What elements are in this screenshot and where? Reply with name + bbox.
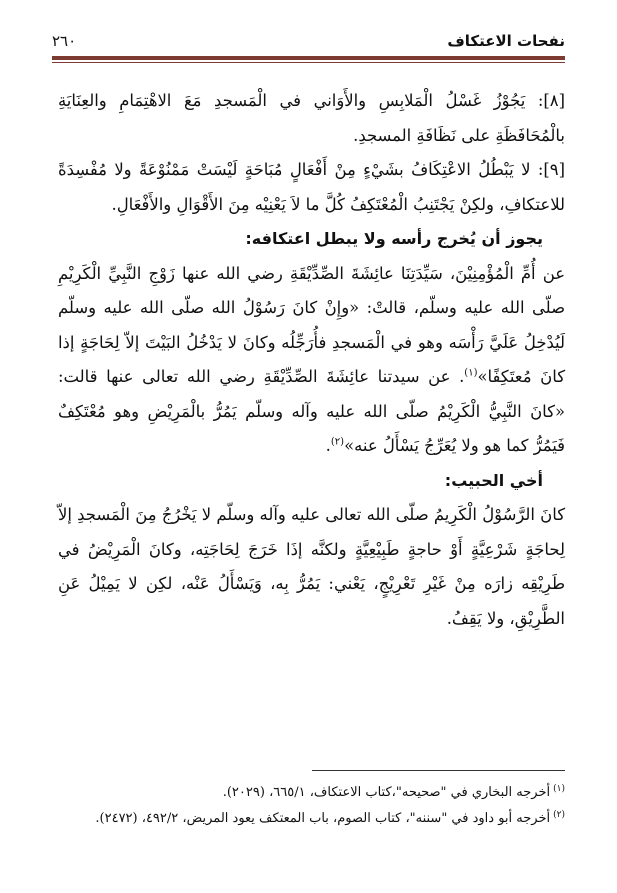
paragraph-rule-9: [٩]: لا يَبْطُلُ الاعْتِكَافُ بشَيْءٍ مِنْ أَفْعَالٍ مُبَاحَةٍ لَيْسَتْ مَمْنُوْعَةً ولا مُفْسِدَةً للاعتكافِ، ولكِنْ يَجْتَنِبُ الْمُعْتَكِفُ كُلَّ ما لاَ يَعْنِيْه مِنَ الأَقْوَالِ والأَفْعَالِ.: [58, 160, 565, 214]
footnote-1: [52, 780, 565, 806]
header-rule-thin: [52, 62, 565, 63]
header-rule: [52, 56, 565, 60]
running-title: نفحات الاعتكاف: [447, 32, 565, 50]
footnote-ref-2[interactable]: (٢): [330, 436, 345, 448]
section-heading: يجوز أن يُخرج رأسه ولا يبطل اعتكافه:: [245, 229, 543, 248]
body-text: [58, 84, 565, 636]
page-header: [52, 28, 565, 56]
hadith-paragraph: [58, 257, 565, 464]
footnote-ref-1[interactable]: (١): [464, 367, 478, 379]
page-number: ٢٦٠: [52, 32, 77, 50]
section-heading-2: أخي الحبيب:: [444, 470, 543, 490]
hadith-text-3: .: [325, 436, 331, 455]
hadith-text-1: عن أُمِّ الْمُؤْمِنِيْنَ، سَيِّدَتِنَا عائِشَةَ الصِّدِّيْقَةِ رضي الله عنها زَوْجِ النَّبِيِّ الْكَرِيْمِ صلّى الله عليه وسلّم، قالتْ: «وإِنْ كانَ رَسُوْلُ الله صلّى الله عليه وسلّم لَيُدْخِلُ عَلَيَّ رَأْسَه وهو في الْمَسجدِ فأُرَجِّلُه وكانَ لا يَدْخُلُ البَيْتَ إلاّ لِحَاجَةٍ إذا كانَ مُعتَكِفًا»: [58, 263, 566, 386]
footnotes: [52, 780, 565, 832]
footnote-separator: [312, 770, 565, 771]
footnote-mark-1: (١): [553, 783, 565, 794]
footnote-mark-2: (٢): [553, 809, 565, 820]
hadith-text-2: . عن سيدتنا عائِشَةَ الصِّدِّيْقَةِ رضي الله تعالى عنها قالت: «كانَ النَّبِيُّ الْكَرِيْمُ صلّى الله عليه وآله وسلّم يَمُرُّ بالْمَرِيْضِ وهو مُعْتَكِفٌ فَيَمُرُّ كما هو ولا يُعَرِّجُ يَسْأَلُ عنه»: [58, 367, 565, 455]
paragraph-rule-8: [٨]: يَجُوْزُ غَسْلُ الْمَلابِسِ والأَوَاني في الْمَسجدِ مَعَ الاهْتِمَامِ والعِنَايَةِ بالْمُحَافَظَةِ على نَظَافَةِ المسجدِ.: [58, 91, 565, 145]
footnote-text-2: أخرجه أبو داود في "سننه"، كتاب الصوم، باب المعتكف يعود المريض، ٤٩٢/٢، (٢٤٧٢).: [95, 811, 551, 826]
footnote-text-1: أخرجه البخاري في "صحيحه"،كتاب الاعتكاف، ٦٦٥/١، (٢٠٢٩).: [222, 785, 551, 800]
closing-paragraph: كانَ الرَّسُوْلُ الْكَرِيمُ صلّى الله تعالى عليه وآله وسلّم لا يَخْرُجُ مِنَ الْمَسجدِ إلاّ لِحاجَةٍ شَرْعِيَّةٍ أَوْ حاجةٍ طَبِيْعِيَّةٍ ولكنَّه إذَا خَرَجَ لِحَاجَتِه، وكانَ الْمَرِيْضُ في طَرِيْقِه زارَه مِنْ غَيْرِ تَعْرِيْجٍ، يَعْني: يَمُرُّ بِه، وَيَسْأَلُ عَنْه، لكِن لا يَمِيْلُ عَنِ الطَّرِيْقِ، ولا يَقِفُ.: [58, 505, 565, 628]
footnote-2: [52, 806, 565, 832]
